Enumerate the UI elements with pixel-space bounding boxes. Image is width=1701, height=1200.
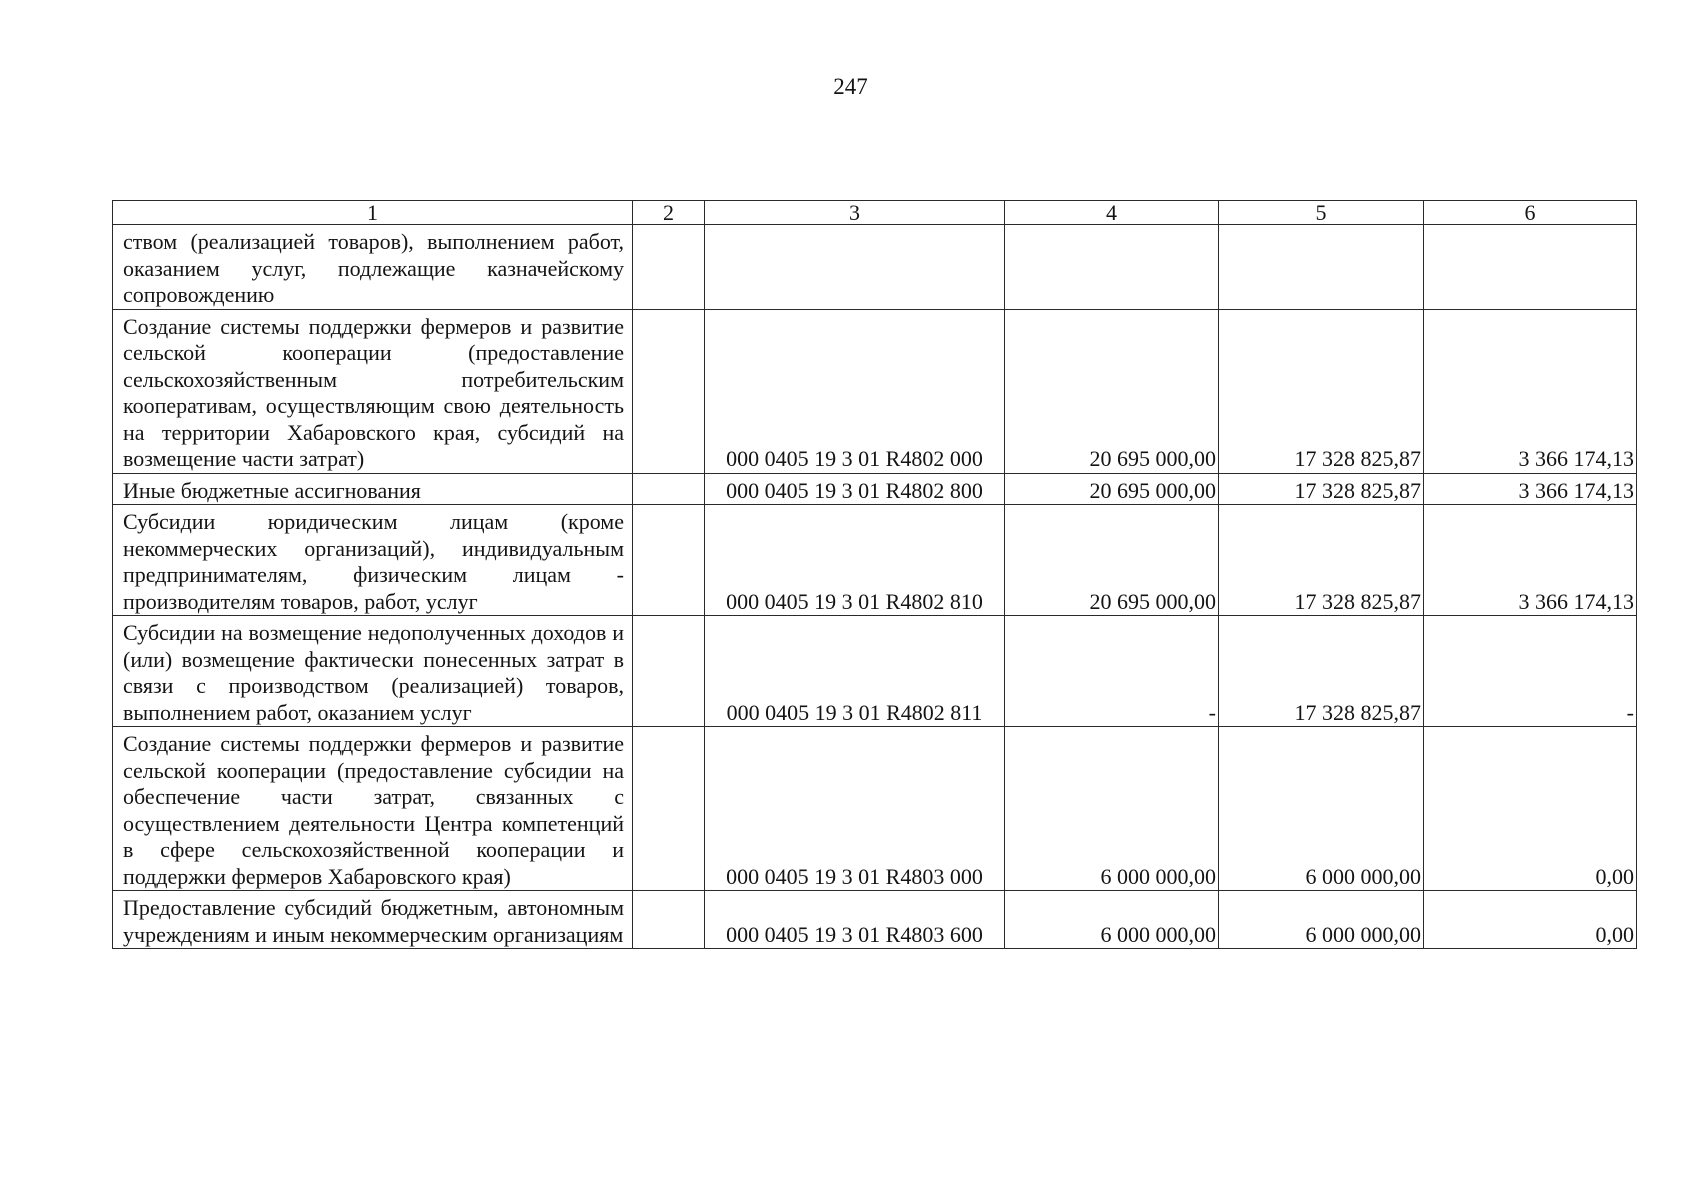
row-col2-cell (633, 473, 705, 505)
row-name-cell: Создание системы поддержки фермеров и развитие сельской кооперации (предоставление субсидии на обеспечение части затрат, связанных с осуществлением деятельности Центра компетенций в сфере сельскохозяйственной кооперации и поддержки фермеров Хабаровского края) (113, 727, 633, 891)
row-code-cell: 000 0405 19 3 01 R4802 810 (705, 505, 1005, 616)
row-value-col4 (1005, 225, 1219, 310)
row-value-col4: 6 000 000,00 (1005, 727, 1219, 891)
header-col-6: 6 (1424, 201, 1637, 225)
row-value-col6: 3 366 174,13 (1424, 309, 1637, 473)
header-col-4: 4 (1005, 201, 1219, 225)
header-col-2: 2 (633, 201, 705, 225)
table-row (113, 473, 1637, 505)
row-value-col4: 20 695 000,00 (1005, 309, 1219, 473)
row-value-col4: - (1005, 616, 1219, 727)
row-value-col6: 0,00 (1424, 727, 1637, 891)
table-row (113, 891, 1637, 949)
row-col2-cell (633, 616, 705, 727)
row-value-col5: 17 328 825,87 (1219, 473, 1424, 505)
row-name-cell: Субсидии на возмещение недополученных доходов и (или) возмещение фактически понесенных затрат в связи с производством (реализацией) товаров, выполнением работ, оказанием услуг (113, 616, 633, 727)
row-code-cell: 000 0405 19 3 01 R4803 000 (705, 727, 1005, 891)
row-name-cell: Предоставление субсидий бюджетным, автономным учреждениям и иным некоммерческим организациям (113, 891, 633, 949)
row-col2-cell (633, 225, 705, 310)
row-col2-cell (633, 891, 705, 949)
row-value-col5 (1219, 225, 1424, 310)
row-value-col6: 3 366 174,13 (1424, 473, 1637, 505)
row-name-cell: Создание системы поддержки фермеров и развитие сельской кооперации (предоставление сельскохозяйственным потребительским кооперативам, осуществляющим свою деятельность на территории Хабаровского края, субсидий на возмещение части затрат) (113, 309, 633, 473)
budget-table (112, 200, 1637, 949)
row-value-col6: 3 366 174,13 (1424, 505, 1637, 616)
table-header-row (113, 201, 1637, 225)
header-col-3: 3 (705, 201, 1005, 225)
row-code-cell: 000 0405 19 3 01 R4802 800 (705, 473, 1005, 505)
row-value-col4: 6 000 000,00 (1005, 891, 1219, 949)
table-row (113, 727, 1637, 891)
row-value-col6 (1424, 225, 1637, 310)
row-name-cell: Субсидии юридическим лицам (кроме некоммерческих организаций), индивидуальным предпринимателям, физическим лицам - производителям товаров, работ, услуг (113, 505, 633, 616)
row-value-col5: 17 328 825,87 (1219, 505, 1424, 616)
row-value-col4: 20 695 000,00 (1005, 505, 1219, 616)
row-value-col4: 20 695 000,00 (1005, 473, 1219, 505)
row-value-col6: - (1424, 616, 1637, 727)
row-name-cell: ством (реализацией товаров), выполнением работ, оказанием услуг, подлежащие казначейскому сопровождению (113, 225, 633, 310)
row-code-cell: 000 0405 19 3 01 R4803 600 (705, 891, 1005, 949)
row-code-cell (705, 225, 1005, 310)
row-code-cell: 000 0405 19 3 01 R4802 811 (705, 616, 1005, 727)
row-value-col5: 6 000 000,00 (1219, 891, 1424, 949)
row-value-col5: 6 000 000,00 (1219, 727, 1424, 891)
row-col2-cell (633, 505, 705, 616)
row-value-col5: 17 328 825,87 (1219, 309, 1424, 473)
row-value-col6: 0,00 (1424, 891, 1637, 949)
table-row (113, 505, 1637, 616)
row-col2-cell (633, 727, 705, 891)
header-col-5: 5 (1219, 201, 1424, 225)
row-code-cell: 000 0405 19 3 01 R4802 000 (705, 309, 1005, 473)
row-value-col5: 17 328 825,87 (1219, 616, 1424, 727)
table-row (113, 309, 1637, 473)
header-col-1: 1 (113, 201, 633, 225)
row-name-cell: Иные бюджетные ассигнования (113, 473, 633, 505)
row-col2-cell (633, 309, 705, 473)
page-number: 247 (833, 74, 868, 99)
table-row (113, 225, 1637, 310)
table-row (113, 616, 1637, 727)
